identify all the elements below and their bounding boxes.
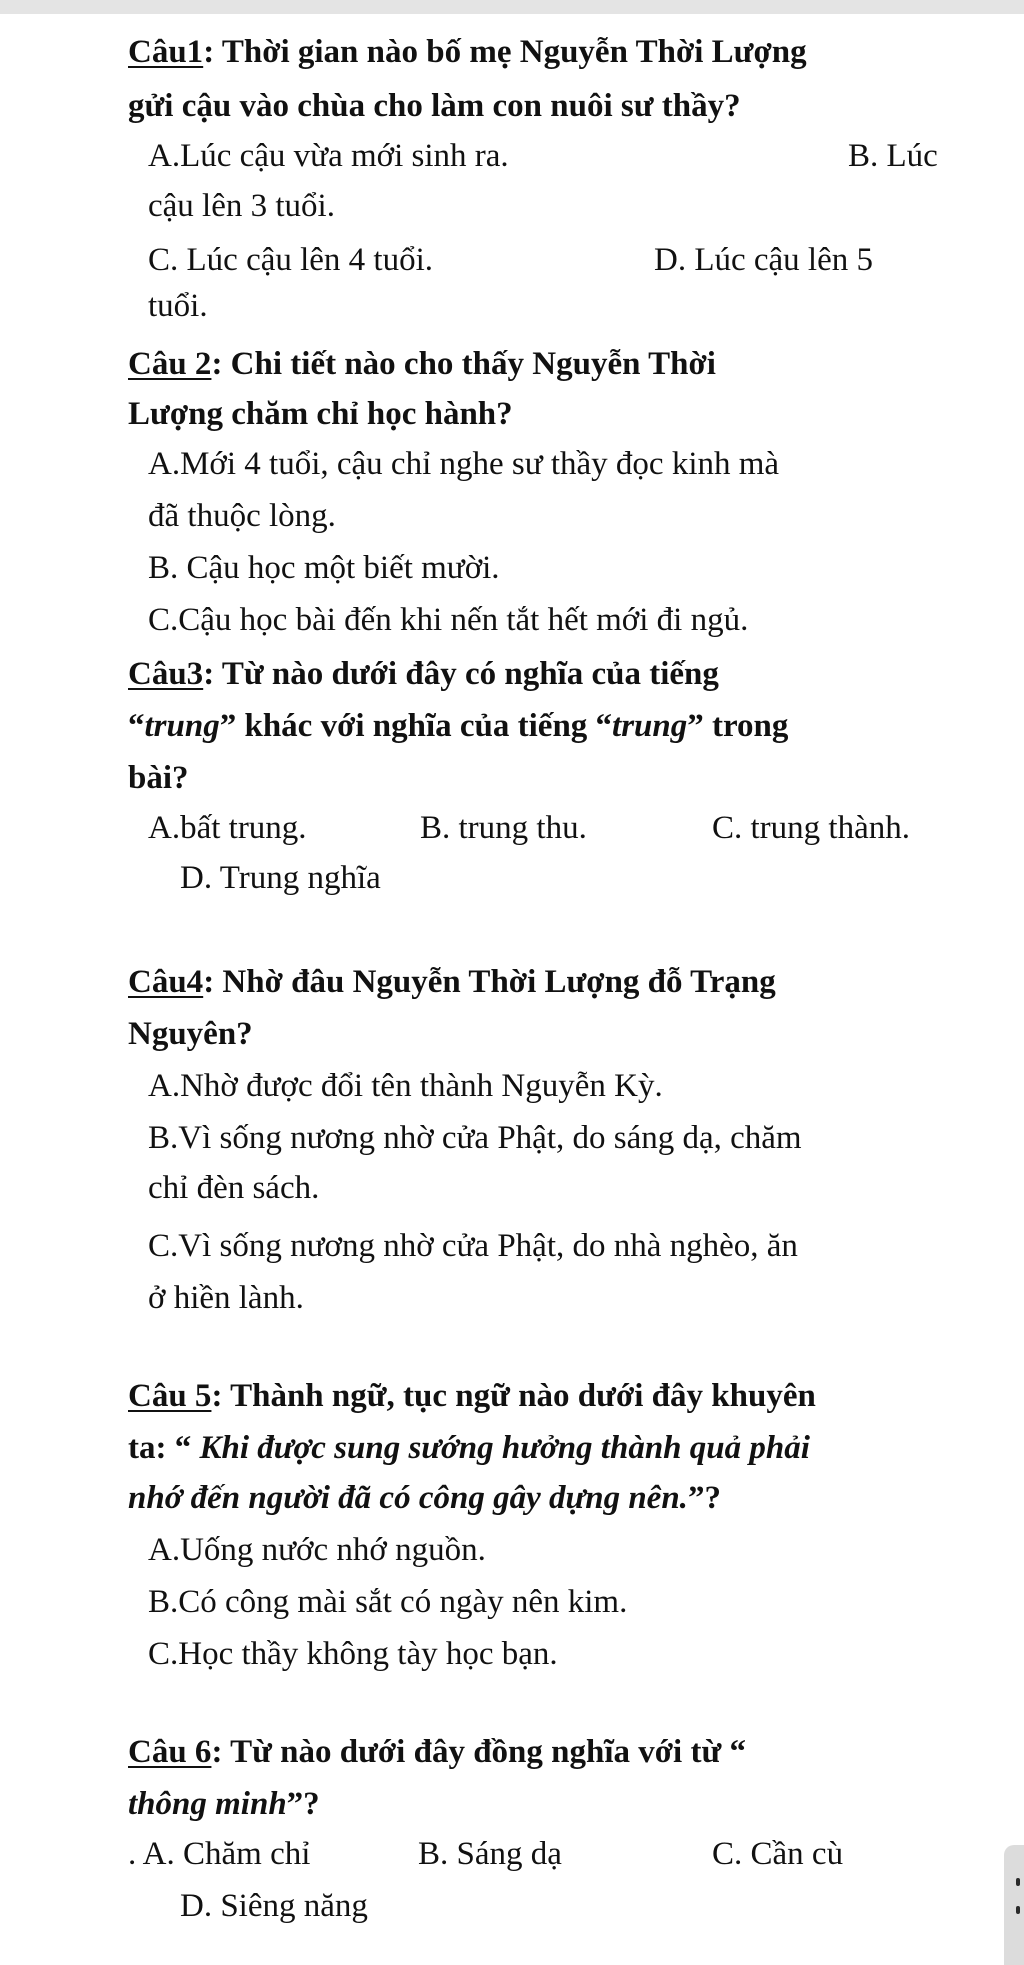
q6-stem-line1: Câu 6: Từ nào dưới đây đồng nghĩa với từ “: [128, 1734, 747, 1770]
q4-stem-line2: Nguyên?: [128, 1016, 253, 1052]
q4-option-a: A.Nhờ được đổi tên thành Nguyễn Kỳ.: [148, 1068, 663, 1104]
q3-option-a: A.bất trung.: [148, 810, 307, 846]
q5-option-c: C.Học thầy không tày học bạn.: [148, 1636, 558, 1672]
q1-option-a: A.Lúc cậu vừa mới sinh ra.: [148, 138, 509, 174]
q2-option-a-cont: đã thuộc lòng.: [148, 498, 336, 534]
q3-label: Câu3: [128, 656, 204, 692]
scrollbar-grip-dot: [1016, 1906, 1020, 1914]
q6-option-b: B. Sáng dạ: [418, 1836, 562, 1872]
scrollbar-handle[interactable]: [1004, 1845, 1024, 1965]
q1-stem-line2: gửi cậu vào chùa cho làm con nuôi sư thầy?: [128, 88, 741, 124]
q6-label: Câu 6: [128, 1734, 212, 1770]
q5-stem-line2: ta: “ Khi được sung sướng hưởng thành quả phải: [128, 1430, 810, 1466]
q4-option-c: C.Vì sống nương nhờ cửa Phật, do nhà nghèo, ăn: [148, 1228, 798, 1264]
q4-option-c-cont: ở hiền lành.: [148, 1280, 304, 1316]
q2-option-a: A.Mới 4 tuổi, cậu chỉ nghe sư thầy đọc kinh mà: [148, 446, 780, 482]
q5-proverb-quote: Khi được sung sướng hưởng thành quả phải: [199, 1430, 810, 1466]
q2-label: Câu 2: [128, 346, 212, 382]
q3-option-b: B. trung thu.: [420, 810, 587, 846]
q1-option-d: D. Lúc cậu lên 5: [654, 242, 873, 278]
q3-word-trung-2: trung: [612, 708, 688, 744]
q5-stem-line1: Câu 5: Thành ngữ, tục ngữ nào dưới đây khuyên: [128, 1378, 816, 1414]
q3-stem-line2: “trung” khác với nghĩa của tiếng “trung” trong: [128, 708, 789, 744]
q1-option-b: B. Lúc: [848, 138, 938, 174]
q6-word-thong-minh: thông minh: [128, 1786, 287, 1822]
q5-option-a: A.Uống nước nhớ nguồn.: [148, 1532, 486, 1568]
q4-option-b-cont: chỉ đèn sách.: [148, 1170, 320, 1206]
q5-option-b: B.Có công mài sắt có ngày nên kim.: [148, 1584, 628, 1620]
q1-label: Câu1: [128, 34, 204, 70]
q3-option-c: C. trung thành.: [712, 810, 910, 846]
q4-option-b: B.Vì sống nương nhờ cửa Phật, do sáng dạ, chăm: [148, 1120, 802, 1156]
q6-stem-line2: thông minh”?: [128, 1786, 320, 1822]
q1-option-c: C. Lúc cậu lên 4 tuổi.: [148, 242, 434, 278]
q6-option-d: D. Siêng năng: [180, 1888, 368, 1924]
q6-option-a: . A. Chăm chỉ: [128, 1836, 311, 1872]
q3-stem-line1: Câu3: Từ nào dưới đây có nghĩa của tiếng: [128, 656, 719, 692]
q5-label: Câu 5: [128, 1378, 212, 1414]
q4-label: Câu4: [128, 964, 204, 1000]
scrollbar-grip-dot: [1016, 1878, 1020, 1886]
q2-stem-line1: Câu 2: Chi tiết nào cho thấy Nguyễn Thời: [128, 346, 716, 382]
q3-word-trung-1: trung: [144, 708, 220, 744]
q2-option-b: B. Cậu học một biết mười.: [148, 550, 500, 586]
q1-option-d-cont: tuổi.: [148, 288, 208, 324]
q3-stem-line3: bài?: [128, 760, 189, 796]
q5-stem-line3: nhớ đến người đã có công gây dựng nên.”?: [128, 1480, 721, 1516]
q6-option-c: C. Cần cù: [712, 1836, 844, 1872]
q2-stem-line2: Lượng chăm chỉ học hành?: [128, 396, 513, 432]
q4-stem-line1: Câu4: Nhờ đâu Nguyễn Thời Lượng đỗ Trạng: [128, 964, 776, 1000]
q3-option-d: D. Trung nghĩa: [180, 860, 381, 896]
q2-option-c: C.Cậu học bài đến khi nến tắt hết mới đi ngủ.: [148, 602, 749, 638]
q1-stem-line1: Câu1: Thời gian nào bố mẹ Nguyễn Thời Lượng: [128, 34, 807, 70]
q1-option-b-cont: cậu lên 3 tuổi.: [148, 188, 335, 224]
